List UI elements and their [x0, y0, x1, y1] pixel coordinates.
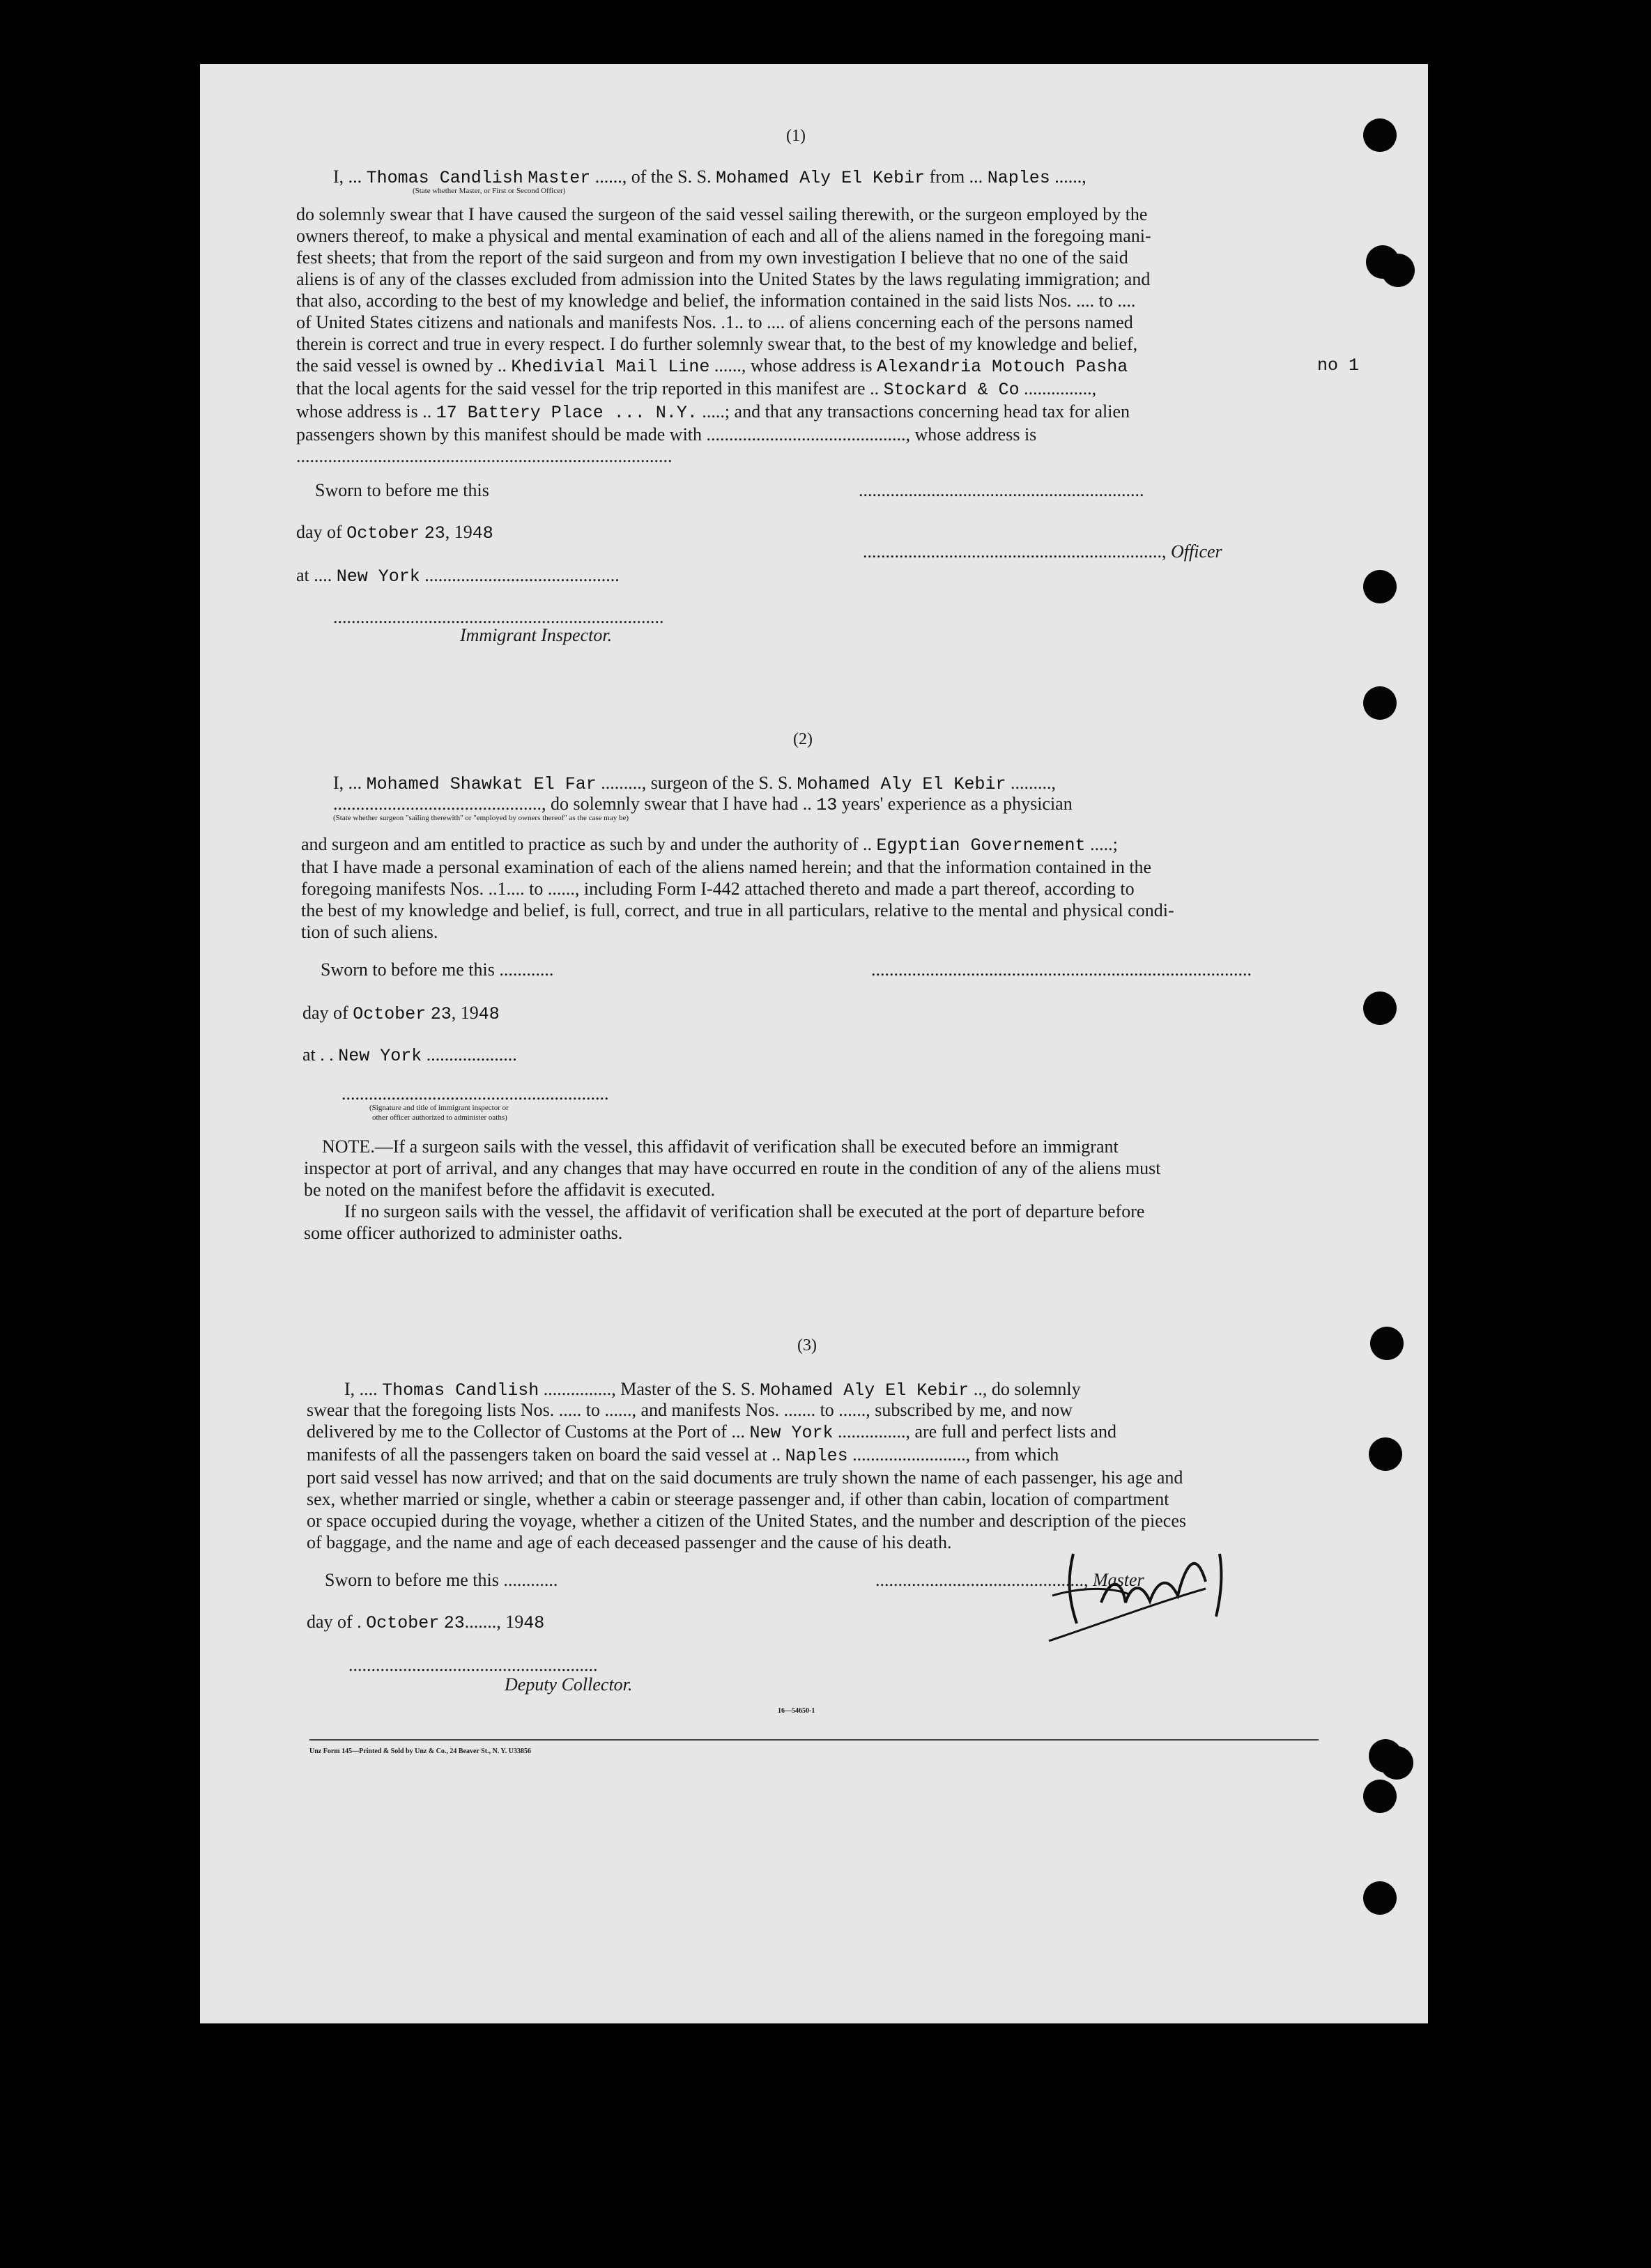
section-2-sworn-dots: ....................................................................................	[871, 959, 1252, 980]
binder-hole	[1380, 1746, 1413, 1780]
section-3-number: (3)	[797, 1336, 817, 1355]
section-1-sworn: Sworn to before me this	[315, 480, 489, 500]
binder-hole	[1363, 1881, 1397, 1915]
authority-line: and surgeon and am entitled to practice as such by and under the authority of .. Egyptian Governement .....;	[301, 834, 1118, 856]
binder-hole	[1370, 1327, 1404, 1360]
master-name: Thomas Candlish	[366, 168, 523, 188]
section-2-place-line: at . . New York ....................	[302, 1044, 517, 1066]
agent-address: 17 Battery Place ... N.Y.	[436, 403, 698, 423]
owner-name: Khedivial Mail Line	[511, 357, 710, 377]
oath-day: 23	[424, 523, 445, 543]
surgeon-years-line: .............................................., do solemnly swear that I have had .. 13 years' experience as a physician	[333, 794, 1073, 815]
authority: Egyptian Governement	[876, 835, 1086, 856]
surgeon-caption: (State whether surgeon "sailing therewith" or "employed by owners thereof" as the case may be)	[333, 814, 629, 822]
section-3-year: 48	[523, 1613, 545, 1633]
port-arrival-line: delivered by me to the Collector of Customs at the Port of ... New York ..............., are full and perfect lists and	[307, 1421, 1116, 1443]
agents-name: Stockard & Co	[883, 380, 1020, 400]
section-3-date-line: day of . October 23......., 1948	[307, 1612, 545, 1633]
surgeon-oath-line: I, ... Mohamed Shawkat El Far ........., surgeon of the S. S. Mohamed Aly El Kebir .........,	[333, 773, 1056, 794]
section-1-date-line: day of October 23, 1948	[296, 522, 493, 543]
section-3-day: 23	[443, 1613, 465, 1633]
master-signature-line: .............................................., Master	[875, 1570, 1144, 1590]
surgeon-oath-place: New York	[338, 1046, 422, 1066]
owner-address: Alexandria Motouch Pasha	[877, 357, 1128, 377]
officer-line: .................................................................., Officer	[863, 541, 1222, 562]
section-3-master-name: Thomas Candlish	[382, 1380, 539, 1401]
collector-dots: .......................................................	[348, 1655, 598, 1675]
surgeon-oath-month: October	[353, 1004, 427, 1024]
owner-line: the said vessel is owned by .. Khedivial Mail Line ......, whose address is Alexandria Motouch Pasha	[296, 355, 1128, 377]
form-number: 16—54650-1	[778, 1707, 815, 1715]
binder-hole	[1363, 118, 1397, 152]
agents-line: that the local agents for the said vessel for the trip reported in this manifest are .. Stockard & Co ...............,	[296, 378, 1097, 400]
section-2-note: NOTE.—If a surgeon sails with the vessel, this affidavit of verification shall be executed before an immigrant inspector at port of arrival, and any changes that may have occurred en route in the condition of any of the aliens must be noted on the manifest before the affidavit is executed. If no surgeon sails with the vessel, the affidavit of verification shall be executed at the port of departure before some officer authorized to administer oaths.	[304, 1136, 1161, 1243]
master-caption: (State whether Master, or First or Second Officer)	[413, 187, 566, 195]
master-title: Master	[528, 168, 591, 188]
section-1-body: do solemnly swear that I have caused the surgeon of the said vessel sailing therewith, or the surgeon employed by the owners thereof, to make a physical and mental examination of each and all of the aliens named in the foregoing mani- fest sheets; that from the report of the said surgeon and from my own investigation I believe that no one of the said aliens is of any of the classes excluded from admission into the United States by the laws regulating immigration; and that also, according to the best of my knowledge and belief, the information contained in the said lists Nos. .... to .... of United States citizens and nationals and manifests Nos. .1.. to .... of aliens concerning each of the persons named therein is correct and true in every respect. I do further solemnly swear that, to the best of my knowledge and belief, the said vessel is owned by .. Khedivial Mail Line ......, whose address is Alexandria Motouch Pasha that the local agents for the said vessel for the trip reported in this manifest are .. Stockard & Co ..............., whose address is .. 17 Battery Place ... N.Y. .....; and that any transactions concerning head tax for alien passengers shown by this manifest should be made with ............................................, whose address is ...................................................................................	[296, 204, 1151, 466]
binder-hole	[1381, 254, 1415, 287]
section-2-body: and surgeon and am entitled to practice as such by and under the authority of .. Egyptian Governement .....; that I have made a personal examination of each of the aliens named herein; and that the information contained in the foregoing manifests Nos. ..1.... to ......, including Form I-442 attached thereto and made a part thereof, according to the best of my knowledge and belief, is full, correct, and true in all particulars, relative to the mental and physical condi- tion of such aliens.	[301, 834, 1174, 942]
inspector-label: Immigrant Inspector.	[460, 625, 613, 645]
master-label: Master	[1093, 1570, 1144, 1590]
binder-hole	[1363, 1780, 1397, 1813]
margin-note: no 1	[1317, 355, 1360, 376]
port-of-departure: Naples	[785, 1446, 848, 1466]
section-3-vessel: Mohamed Aly El Kebir	[760, 1380, 969, 1401]
binder-hole	[1363, 992, 1397, 1025]
surgeon-years: 13	[816, 795, 838, 815]
footer-rule	[309, 1739, 1319, 1741]
section-3-month: October	[366, 1613, 440, 1633]
vessel-name: Mohamed Aly El Kebir	[716, 168, 926, 188]
oath-place: New York	[336, 566, 420, 587]
master-signature	[1045, 1519, 1268, 1644]
inspector-dots: .........................................................................	[333, 607, 664, 627]
printer-line: Unz Form 145—Printed & Sold by Unz & Co., 24 Beaver St., N. Y. U33856	[309, 1748, 531, 1755]
agent-address-line: whose address is .. 17 Battery Place ... N.Y. .....; and that any transactions concerning head tax for alien	[296, 401, 1130, 423]
surgeon-name: Mohamed Shawkat El Far	[366, 774, 597, 794]
binder-hole	[1369, 1437, 1402, 1471]
section-3-oath-line: I, .... Thomas Candlish ..............., Master of the S. S. Mohamed Aly El Kebir .., do solemnly	[344, 1379, 1081, 1401]
port-name: Naples	[987, 168, 1050, 188]
section-3-body: swear that the foregoing lists Nos. ..... to ......, and manifests Nos. ....... to ......, subscribed by me, and now delivered by me to the Collector of Customs at the Port of ... New York ..............., are full and perfect lists and manifests of all the passengers taken on board the said vessel at .. Naples ........................., from which port said vessel has now arrived; and that on the said documents are truly shown the name of each passenger, his age and sex, whether married or single, whether a cabin or steerage passenger and, if other than cabin, location of compartment or space occupied during the voyage, whether a citizen of the United States, and the number and description of the pieces of baggage, and the name and age of each deceased passenger and the cause of his death.	[307, 1400, 1187, 1552]
section-2-sworn: Sworn to before me this ............	[321, 959, 554, 980]
section-1-number: (1)	[786, 127, 806, 145]
officer-label: Officer	[1171, 541, 1222, 562]
port-departure-line: manifests of all the passengers taken on board the said vessel at .. Naples ........................., from which	[307, 1444, 1059, 1466]
surgeon-oath-year: 48	[478, 1004, 500, 1024]
surgeon-oath-day: 23	[430, 1004, 452, 1024]
binder-hole	[1363, 570, 1397, 603]
collector-label: Deputy Collector.	[505, 1674, 633, 1695]
section-3-sworn: Sworn to before me this ............	[325, 1570, 558, 1590]
surgeon-vessel: Mohamed Aly El Kebir	[797, 774, 1006, 794]
sig-caption-2: other officer authorized to administer oaths)	[372, 1113, 507, 1122]
oath-year: 48	[472, 523, 493, 543]
section-2-date-line: day of October 23, 1948	[302, 1003, 500, 1024]
section-1-place-line: at .... New York ...........................................	[296, 565, 620, 587]
sig-caption-1: (Signature and title of immigrant inspector or	[369, 1104, 509, 1112]
section-2-sig-dots: ...........................................................	[341, 1083, 609, 1104]
master-oath-line: I, ... Thomas Candlish Master ......, of the S. S. Mohamed Aly El Kebir from ... Naples ......,	[333, 167, 1086, 188]
section-2-number: (2)	[793, 730, 813, 748]
binder-hole	[1363, 686, 1397, 720]
oath-month: October	[346, 523, 420, 543]
port-of-arrival: New York	[749, 1423, 834, 1443]
section-1-sworn-dots: ...............................................................	[859, 480, 1144, 500]
